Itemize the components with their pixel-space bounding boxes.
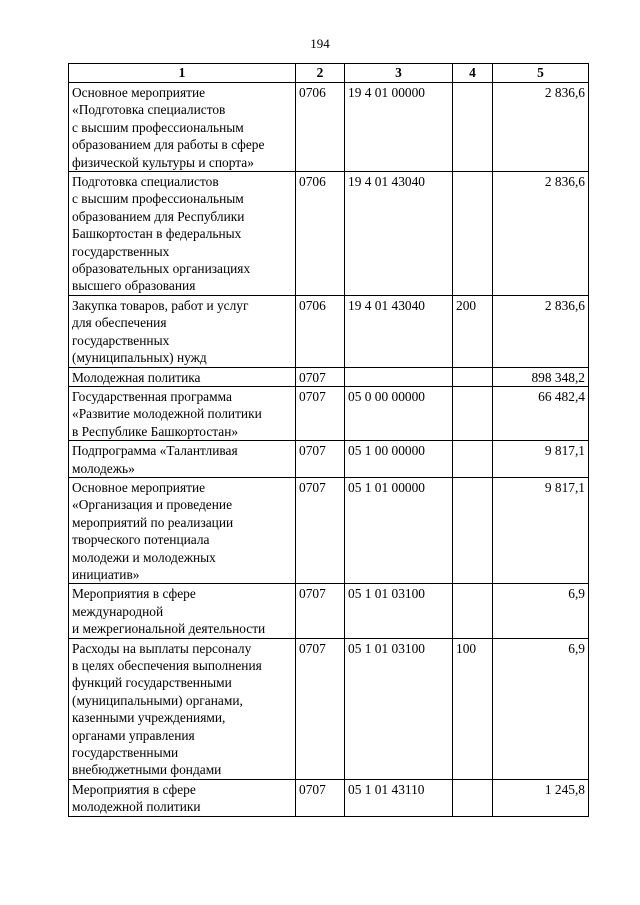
row-name-cell: Расходы на выплаты персоналу в целях обеспечения выполнения функций государственными (муниципальными) органами, казенными учреждениями, органами управления государственными внебюджетными фондами (69, 638, 296, 779)
target-article-cell: 05 1 01 43110 (345, 779, 453, 816)
section-code-cell: 0707 (296, 477, 345, 583)
amount-cell: 2 836,6 (493, 295, 589, 367)
target-article-cell: 05 1 01 03100 (345, 638, 453, 779)
expense-type-cell (453, 386, 493, 440)
row-name-cell: Подготовка специалистов с высшим профессиональным образованием для Республики Башкортостан в федеральных государственных образовательных организациях высшего образования (69, 172, 296, 296)
table-row (69, 295, 589, 367)
table-row (69, 584, 589, 638)
section-code-cell: 0707 (296, 386, 345, 440)
expense-type-cell (453, 83, 493, 172)
table-row (69, 172, 589, 296)
amount-cell: 2 836,6 (493, 172, 589, 296)
amount-cell: 9 817,1 (493, 477, 589, 583)
target-article-cell (345, 367, 453, 386)
target-article-cell: 19 4 01 00000 (345, 83, 453, 172)
section-code-cell: 0706 (296, 172, 345, 296)
target-article-cell: 05 0 00 00000 (345, 386, 453, 440)
row-name-cell: Мероприятия в сфере международной и межрегиональной деятельности (69, 584, 296, 638)
column-header: 4 (453, 64, 493, 83)
table-row (69, 386, 589, 440)
column-header: 3 (345, 64, 453, 83)
section-code-cell: 0706 (296, 295, 345, 367)
expense-type-cell: 200 (453, 295, 493, 367)
amount-cell: 898 348,2 (493, 367, 589, 386)
expense-type-cell (453, 477, 493, 583)
expense-type-cell (453, 441, 493, 478)
amount-cell: 6,9 (493, 638, 589, 779)
amount-cell: 1 245,8 (493, 779, 589, 816)
expense-type-cell (453, 779, 493, 816)
table-header-row (69, 64, 589, 83)
section-code-cell: 0707 (296, 367, 345, 386)
table-row (69, 477, 589, 583)
amount-cell: 66 482,4 (493, 386, 589, 440)
column-header: 1 (69, 64, 296, 83)
table-row (69, 367, 589, 386)
target-article-cell: 05 1 01 00000 (345, 477, 453, 583)
expense-type-cell (453, 584, 493, 638)
section-code-cell: 0707 (296, 441, 345, 478)
expense-type-cell: 100 (453, 638, 493, 779)
section-code-cell: 0707 (296, 779, 345, 816)
budget-table (68, 63, 589, 817)
page-number: 194 (310, 36, 330, 51)
target-article-cell: 19 4 01 43040 (345, 172, 453, 296)
row-name-cell: Подпрограмма «Талантливая молодежь» (69, 441, 296, 478)
row-name-cell: Основное мероприятие «Подготовка специалистов с высшим профессиональным образованием для работы в сфере физической культуры и спорта» (69, 83, 296, 172)
target-article-cell: 05 1 00 00000 (345, 441, 453, 478)
expense-type-cell (453, 367, 493, 386)
amount-cell: 6,9 (493, 584, 589, 638)
amount-cell: 9 817,1 (493, 441, 589, 478)
amount-cell: 2 836,6 (493, 83, 589, 172)
row-name-cell: Молодежная политика (69, 367, 296, 386)
section-code-cell: 0706 (296, 83, 345, 172)
row-name-cell: Государственная программа «Развитие молодежной политики в Республике Башкортостан» (69, 386, 296, 440)
section-code-cell: 0707 (296, 638, 345, 779)
table-row (69, 83, 589, 172)
column-header: 2 (296, 64, 345, 83)
column-header: 5 (493, 64, 589, 83)
target-article-cell: 05 1 01 03100 (345, 584, 453, 638)
target-article-cell: 19 4 01 43040 (345, 295, 453, 367)
table-row (69, 638, 589, 779)
table-row (69, 441, 589, 478)
table-row (69, 779, 589, 816)
row-name-cell: Мероприятия в сфере молодежной политики (69, 779, 296, 816)
row-name-cell: Основное мероприятие «Организация и проведение мероприятий по реализации творческого потенциала молодежи и молодежных инициатив» (69, 477, 296, 583)
row-name-cell: Закупка товаров, работ и услуг для обеспечения государственных (муниципальных) нужд (69, 295, 296, 367)
expense-type-cell (453, 172, 493, 296)
section-code-cell: 0707 (296, 584, 345, 638)
